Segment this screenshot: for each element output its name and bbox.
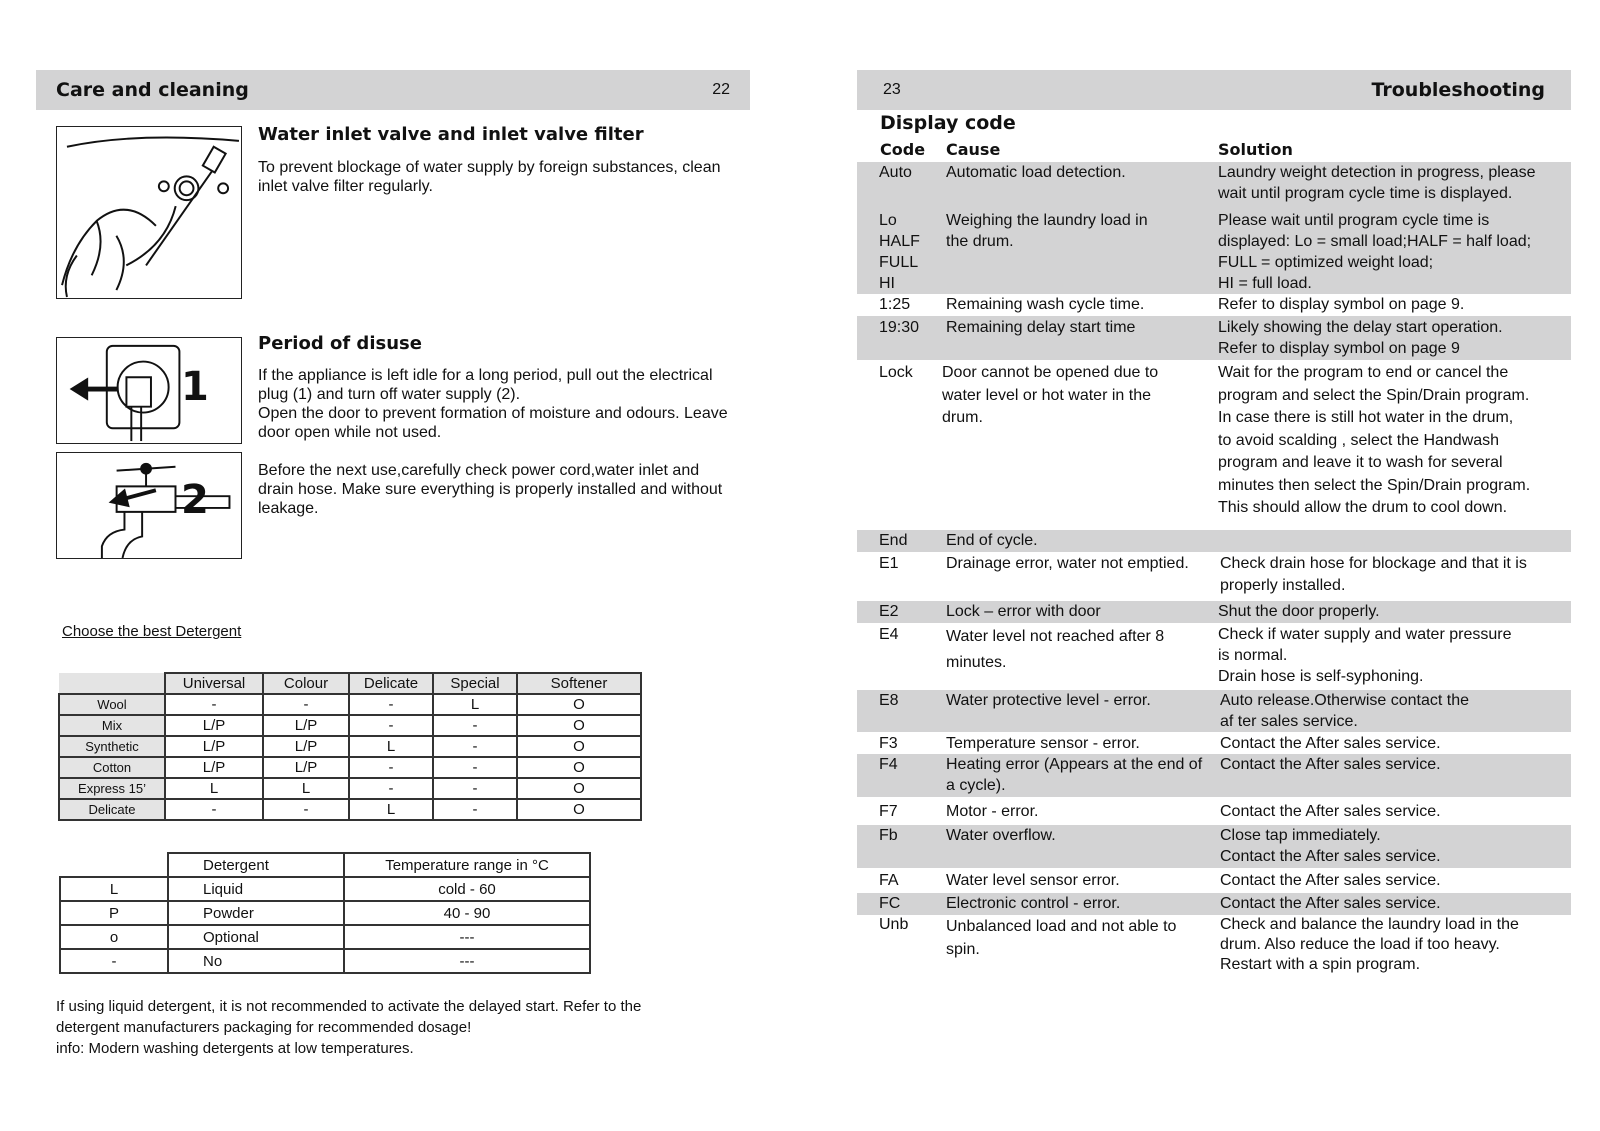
- error-solution: Check and balance the laundry load in the drum. Also reduce the load if too heavy. Restart with a spin program.: [1220, 916, 1519, 973]
- footnote-line-2: detergent manufacturers packaging for recommended dosage!: [56, 1019, 472, 1036]
- detergent-table-header: [59, 673, 641, 694]
- table-row: [59, 757, 641, 778]
- table-cell: O: [517, 778, 641, 799]
- table-cell: -: [165, 694, 263, 715]
- code-column-header: Code: [880, 140, 926, 159]
- table-row: [857, 208, 1571, 294]
- table-cell: L/P: [263, 736, 349, 757]
- legend-key: P: [60, 901, 168, 925]
- solution-column-header: Solution: [1218, 140, 1293, 159]
- error-cause: Heating error (Appears at the end of a cycle).: [946, 756, 1203, 794]
- error-solution: Check drain hose for blockage and that it is properly installed.: [1220, 555, 1527, 594]
- error-cause: Water overflow.: [946, 827, 1056, 844]
- figure-number-2: 2: [181, 477, 209, 523]
- table-cell: L/P: [165, 736, 263, 757]
- table-cell: L: [349, 736, 433, 757]
- table-row: [59, 694, 641, 715]
- page-number: 22: [712, 81, 730, 98]
- row-label: Cotton: [59, 757, 165, 778]
- error-code: Unb: [879, 916, 909, 933]
- legend-key: L: [60, 877, 168, 901]
- table-row: [59, 799, 641, 820]
- error-cause: Remaining delay start time: [946, 319, 1136, 336]
- error-cause: Remaining wash cycle time.: [946, 296, 1145, 313]
- cause-column-header: Cause: [946, 140, 1001, 159]
- row-label: Delicate: [59, 799, 165, 820]
- table-cell: L/P: [263, 715, 349, 736]
- table-cell: O: [517, 694, 641, 715]
- table-row: [60, 901, 590, 925]
- table-cell: -: [165, 799, 263, 820]
- table-row: [857, 825, 1571, 868]
- error-cause: Lock – error with door: [946, 603, 1101, 620]
- error-code: FA: [879, 872, 899, 889]
- error-code: F7: [879, 803, 898, 820]
- error-cause: Automatic load detection.: [946, 164, 1126, 181]
- row-label: Synthetic: [59, 736, 165, 757]
- legend-detergent: Liquid: [168, 877, 344, 901]
- error-solution: Check if water supply and water pressure is normal. Drain hose is self-syphoning.: [1218, 626, 1512, 685]
- left-page-header: [36, 70, 750, 110]
- error-solution: Auto release.Otherwise contact the af ter sales service.: [1220, 692, 1470, 730]
- table-row: [857, 915, 1571, 981]
- table-row: [857, 362, 1571, 522]
- column-header: Delicate: [349, 673, 433, 694]
- inlet-valve-title: Water inlet valve and inlet valve filter: [258, 124, 644, 145]
- table-row: [857, 733, 1571, 753]
- table-cell: -: [433, 799, 517, 820]
- error-cause: Water level sensor error.: [946, 872, 1120, 889]
- error-code: E1: [879, 555, 899, 572]
- table-cell: -: [349, 778, 433, 799]
- table-cell: O: [517, 736, 641, 757]
- table-row: [857, 893, 1571, 915]
- page-number: 23: [883, 81, 901, 98]
- column-header: Special: [433, 673, 517, 694]
- detergent-footnote: [56, 996, 756, 1059]
- inlet-valve-text: To prevent blockage of water supply by foreign substances, clean inlet valve filter regularly.: [258, 159, 721, 195]
- table-corner: [60, 853, 168, 877]
- error-code: End: [879, 532, 908, 549]
- table-row: [59, 736, 641, 757]
- error-code: F3: [879, 735, 898, 752]
- table-cell: L: [263, 778, 349, 799]
- table-cell: -: [433, 715, 517, 736]
- error-code: 1:25: [879, 296, 911, 313]
- table-row: [857, 294, 1571, 316]
- error-solution: Contact the After sales service.: [1220, 895, 1441, 912]
- disuse-text-2: Open the door to prevent formation of moisture and odours. Leave door open while not used.: [258, 405, 728, 441]
- error-code: FC: [879, 895, 901, 912]
- choose-detergent-label: Choose the best Detergent: [62, 623, 242, 640]
- legend-range: 40 - 90: [344, 901, 590, 925]
- table-row: [857, 162, 1571, 208]
- error-solution: Wait for the program to end or cancel the program and select the Spin/Drain program. In case there is still hot water in the drum, to avoid scalding , select the Handwash program and leave it to wash for several minutes then select the Spin/Drain program. This should allow the drum to cool down.: [1218, 364, 1531, 516]
- column-header: Temperature range in °C: [344, 853, 590, 877]
- row-label: Express 15’: [59, 778, 165, 799]
- table-cell: L: [165, 778, 263, 799]
- table-cell: -: [349, 715, 433, 736]
- error-cause: End of cycle.: [946, 532, 1038, 549]
- error-code: 19:30: [879, 319, 920, 336]
- legend-key: o: [60, 925, 168, 949]
- error-solution: Please wait until program cycle time is displayed: Lo = small load;HALF = half load; FULL = optimized weight load; HI = full load.: [1218, 212, 1532, 292]
- table-row: [60, 949, 590, 973]
- error-code: E4: [879, 626, 899, 643]
- error-code: F4: [879, 756, 898, 773]
- table-row: [59, 715, 641, 736]
- error-cause: Door cannot be opened due to water level or hot water in the drum.: [942, 364, 1159, 426]
- legend-key: -: [60, 949, 168, 973]
- table-cell: L/P: [165, 757, 263, 778]
- row-label: Mix: [59, 715, 165, 736]
- error-solution: Likely showing the delay start operation. Refer to display symbol on page 9: [1218, 319, 1503, 357]
- table-row: [59, 778, 641, 799]
- table-cell: L: [433, 694, 517, 715]
- right-page-header: [857, 70, 1571, 110]
- table-cell: O: [517, 799, 641, 820]
- legend-detergent: Powder: [168, 901, 344, 925]
- column-header: Universal: [165, 673, 263, 694]
- disuse-text-3: Before the next use,carefully check power cord,water inlet and drain hose. Make sure everything is properly installed and without leakage.: [258, 462, 723, 517]
- table-cell: -: [433, 757, 517, 778]
- table-cell: L: [349, 799, 433, 820]
- column-header: Softener: [517, 673, 641, 694]
- detergent-table: [58, 672, 642, 821]
- table-row: [857, 870, 1571, 892]
- display-code-title: Display code: [880, 112, 1016, 134]
- error-solution: Contact the After sales service.: [1220, 803, 1441, 820]
- error-solution: Refer to display symbol on page 9.: [1218, 296, 1465, 313]
- detergent-legend-table: [59, 852, 591, 974]
- right-page: [800, 0, 1600, 1131]
- error-code: Fb: [879, 827, 898, 844]
- legend-range: ---: [344, 949, 590, 973]
- table-row: [857, 690, 1571, 732]
- error-cause: Electronic control - error.: [946, 895, 1121, 912]
- column-header: Colour: [263, 673, 349, 694]
- error-cause: Water protective level - error.: [946, 692, 1151, 709]
- table-cell: -: [263, 799, 349, 820]
- table-row: [857, 553, 1571, 599]
- column-header: Detergent: [168, 853, 344, 877]
- table-corner: [59, 673, 165, 694]
- table-row: [857, 316, 1571, 360]
- figure-number-1: 1: [181, 364, 209, 410]
- error-solution: Contact the After sales service.: [1220, 872, 1441, 889]
- table-row: [60, 925, 590, 949]
- legend-table-header: [60, 853, 590, 877]
- table-cell: -: [349, 757, 433, 778]
- footnote-line-1: If using liquid detergent, it is not recommended to activate the delayed start. Refer to the: [56, 998, 642, 1015]
- legend-range: ---: [344, 925, 590, 949]
- error-cause: Drainage error, water not emptied.: [946, 555, 1189, 572]
- error-cause: Water level not reached after 8 minutes.: [946, 628, 1165, 671]
- error-code: E2: [879, 603, 899, 620]
- table-cell: O: [517, 757, 641, 778]
- error-solution: Close tap immediately. Contact the After sales service.: [1220, 827, 1441, 865]
- legend-detergent: Optional: [168, 925, 344, 949]
- table-row: [857, 754, 1571, 797]
- error-code: Lock: [879, 364, 913, 381]
- disuse-text-1: If the appliance is left idle for a long period, pull out the electrical plug (1) and turn off water supply (2).: [258, 367, 713, 403]
- error-code: Auto: [879, 164, 912, 181]
- table-row: [857, 624, 1571, 688]
- period-of-disuse-title: Period of disuse: [258, 333, 422, 354]
- error-solution: Shut the door properly.: [1218, 603, 1380, 620]
- legend-range: cold - 60: [344, 877, 590, 901]
- table-cell: L/P: [165, 715, 263, 736]
- table-row: [857, 601, 1571, 623]
- section-header-title: Troubleshooting: [1371, 79, 1545, 101]
- table-row: [857, 801, 1571, 823]
- table-cell: -: [349, 694, 433, 715]
- table-cell: O: [517, 715, 641, 736]
- unplug-illustration: [56, 337, 242, 444]
- table-row: [60, 877, 590, 901]
- error-cause: Motor - error.: [946, 803, 1039, 820]
- error-solution: Contact the After sales service.: [1220, 756, 1441, 773]
- table-row: [857, 530, 1571, 552]
- error-solution: Contact the After sales service.: [1220, 735, 1441, 752]
- error-code: Lo HALF FULL HI: [879, 212, 920, 292]
- error-cause: Weighing the laundry load in the drum.: [946, 212, 1148, 250]
- row-label: Wool: [59, 694, 165, 715]
- legend-detergent: No: [168, 949, 344, 973]
- section-header-title: Care and cleaning: [56, 79, 249, 101]
- footnote-line-3: info: Modern washing detergents at low temperatures.: [56, 1040, 414, 1057]
- table-cell: L/P: [263, 757, 349, 778]
- table-cell: -: [433, 778, 517, 799]
- tap-off-illustration: [56, 452, 242, 559]
- table-cell: -: [263, 694, 349, 715]
- error-solution: Laundry weight detection in progress, please wait until program cycle time is displayed.: [1218, 164, 1536, 202]
- table-cell: -: [433, 736, 517, 757]
- error-code: E8: [879, 692, 899, 709]
- error-cause: Temperature sensor - error.: [946, 735, 1140, 752]
- inlet-filter-illustration: [56, 126, 242, 299]
- error-cause: Unbalanced load and not able to spin.: [946, 918, 1177, 958]
